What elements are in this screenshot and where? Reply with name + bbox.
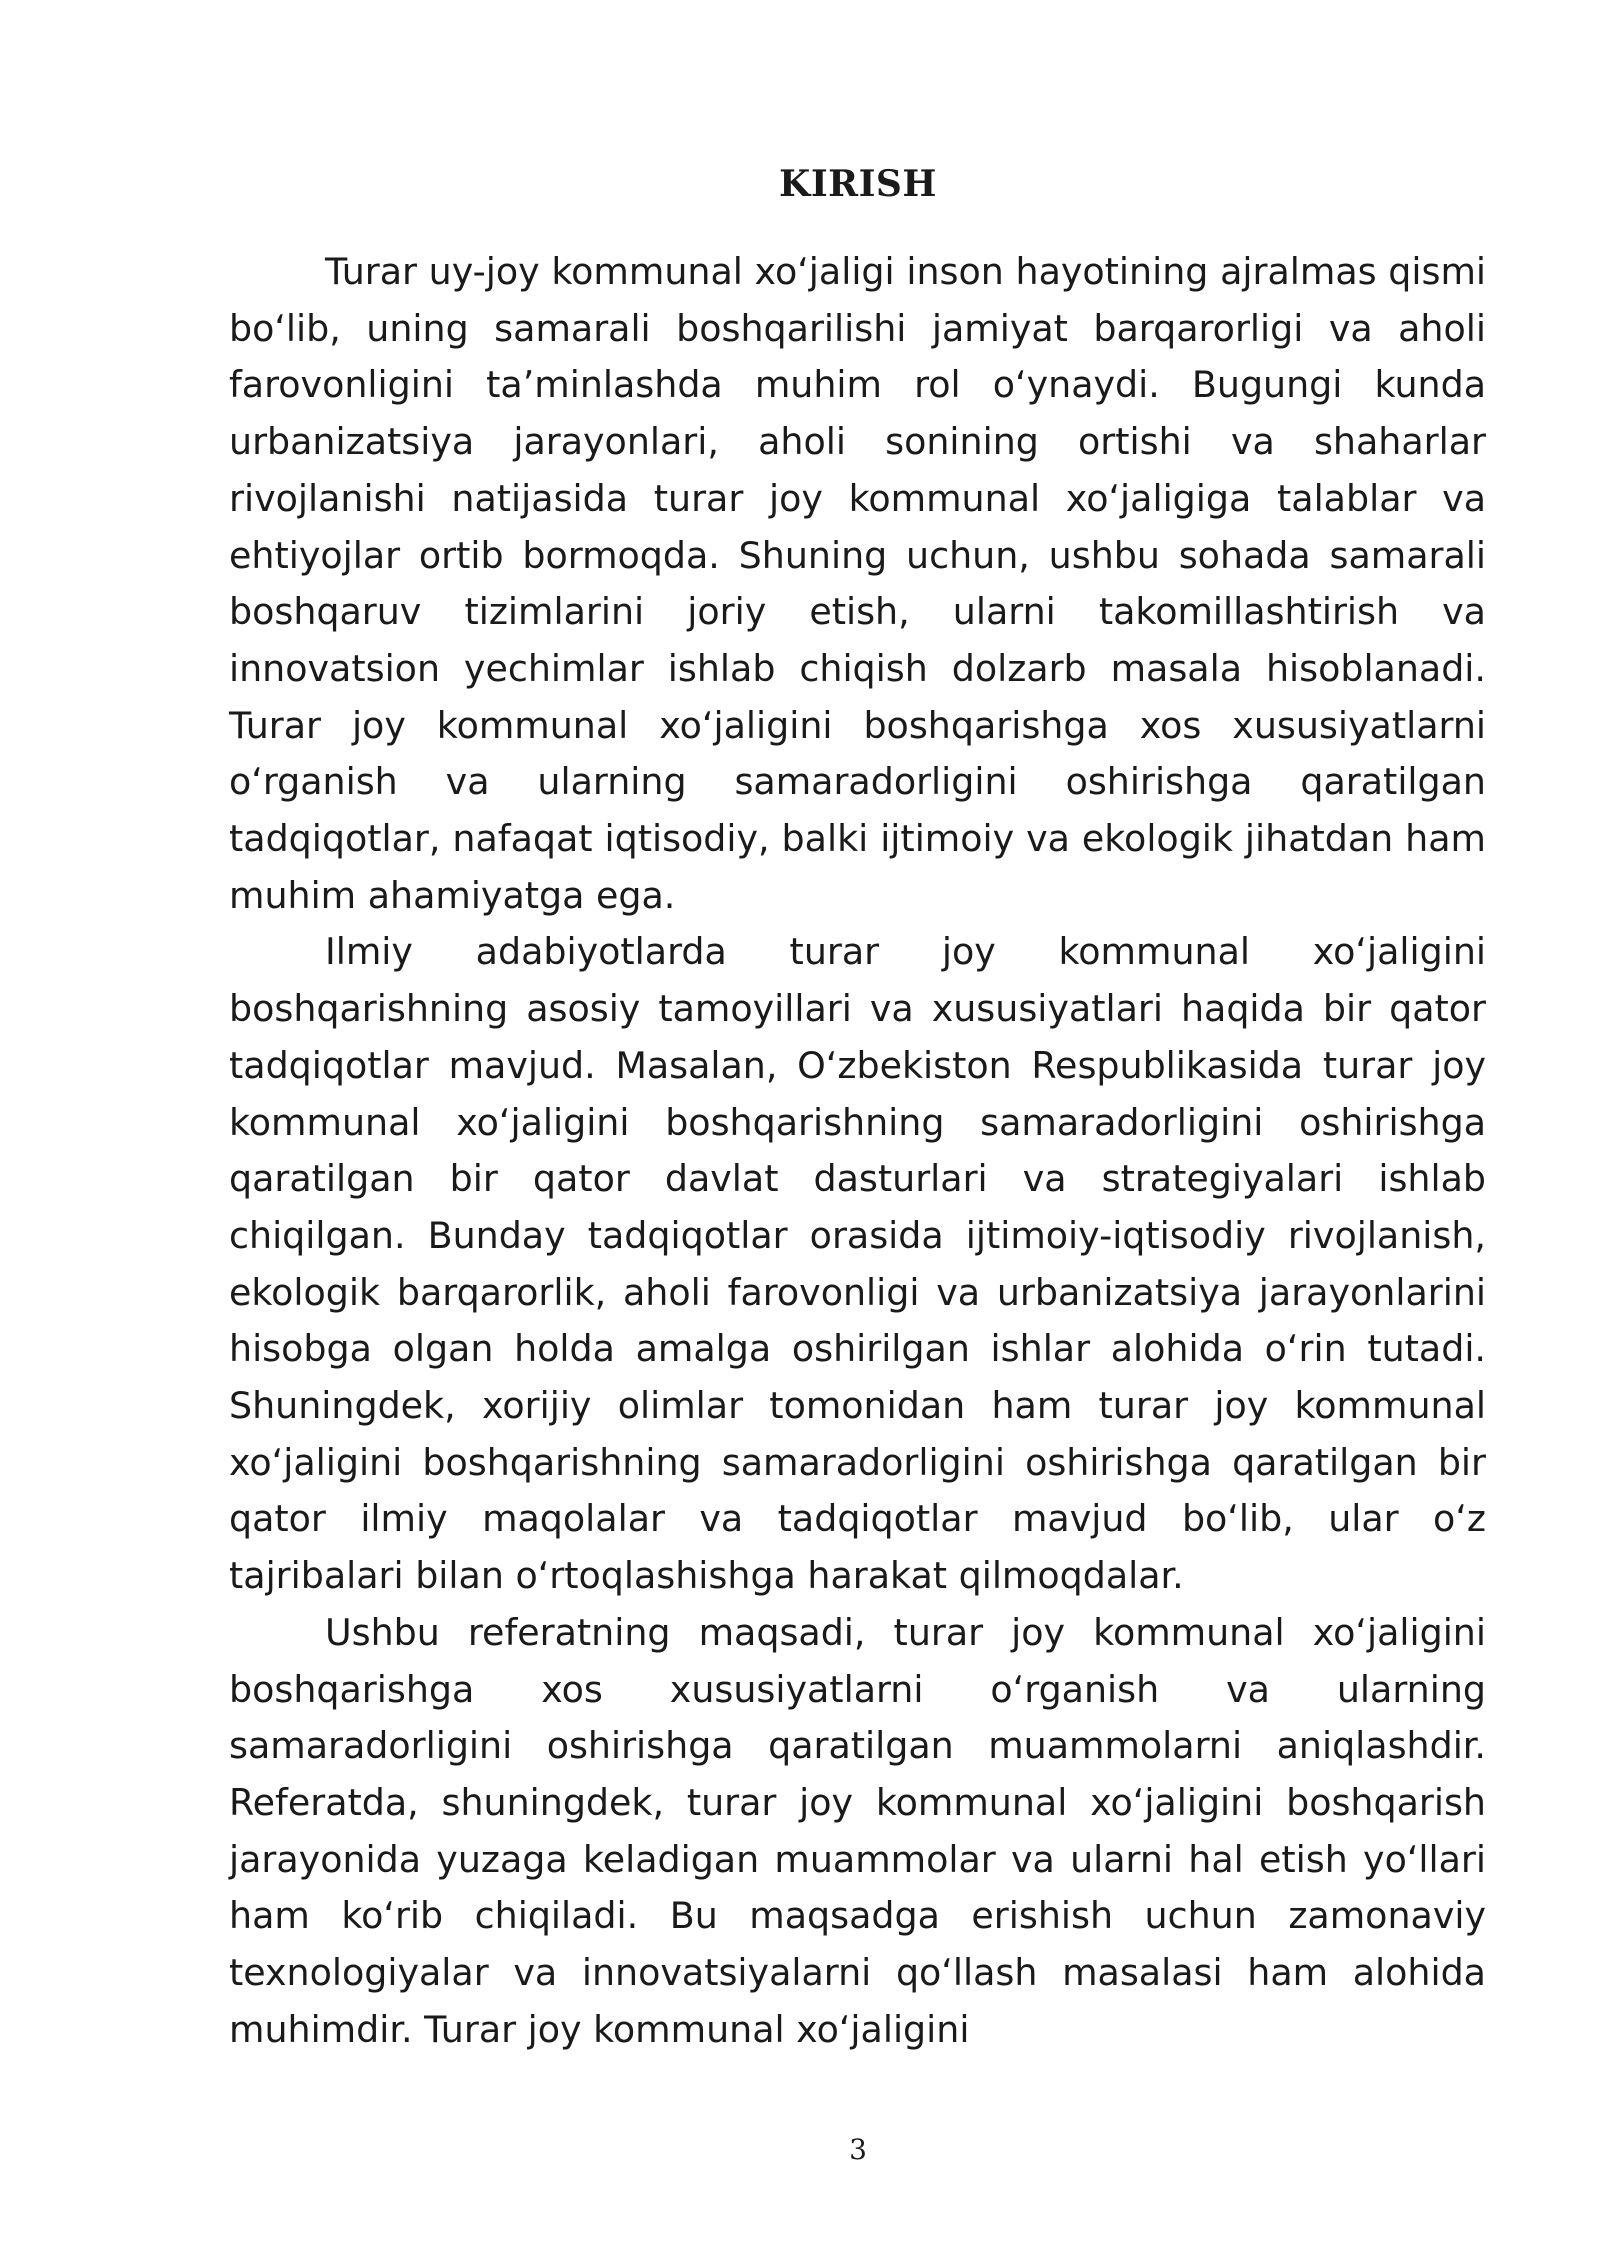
- paragraph-1: Turar uy-joy kommunal xoʻjaligi inson hayotining ajralmas qismi boʻlib, uning samarali boshqarilishi jamiyat barqarorligi va aholi farovonligini taʼminlashda muhim rol oʻynaydi. Bugungi kunda urbanizatsiya jarayonlari, aholi sonining ortishi va shaharlar rivojlanishi natijasida turar joy kommunal xoʻjaligiga talablar va ehtiyojlar ortib bormoqda. Shuning uchun, ushbu sohada samarali boshqaruv tizimlarini joriy etish, ularni takomillashtirish va innovatsion yechimlar ishlab chiqish dolzarb masala hisoblanadi. Turar joy kommunal xoʻjaligini boshqarishga xos xususiyatlarni oʻrganish va ularning samaradorligini oshirishga qaratilgan tadqiqotlar, nafaqat iqtisodiy, balki ijtimoiy va ekologik jihatdan ham muhim ahamiyatga ega.: [229, 250, 1486, 917]
- paragraph-2: Ilmiy adabiyotlarda turar joy kommunal xoʻjaligini boshqarishning asosiy tamoyillari va xususiyatlari haqida bir qator tadqiqotlar mavjud. Masalan, Oʻzbekiston Respublikasida turar joy kommunal xoʻjaligini boshqarishning samaradorligini oshirishga qaratilgan bir qator davlat dasturlari va strategiyalari ishlab chiqilgan. Bunday tadqiqotlar orasida ijtimoiy-iqtisodiy rivojlanish, ekologik barqarorlik, aholi farovonligi va urbanizatsiya jarayonlarini hisobga olgan holda amalga oshirilgan ishlar alohida oʻrin tutadi. Shuningdek, xorijiy olimlar tomonidan ham turar joy kommunal xoʻjaligini boshqarishning samaradorligini oshirishga qaratilgan bir qator ilmiy maqolalar va tadqiqotlar mavjud boʻlib, ular oʻz tajribalari bilan oʻrtoqlashishga harakat qilmoqdalar.: [229, 930, 1486, 1598]
- section-title: KIRISH: [779, 163, 937, 205]
- paragraph-3: Ushbu referatning maqsadi, turar joy kommunal xoʻjaligini boshqarishga xos xususiyatlarni oʻrganish va ularning samaradorligini oshirishga qaratilgan muammolarni aniqlashdir. Referatda, shuningdek, turar joy kommunal xoʻjaligini boshqarish jarayonida yuzaga keladigan muammolar va ularni hal etish yoʻllari ham koʻrib chiqiladi. Bu maqsadga erishish uchun zamonaviy texnologiyalar va innovatsiyalarni qoʻllash masalasi ham alohida muhimdir. Turar joy kommunal xoʻjaligini: [229, 1610, 1486, 2051]
- body-text: [229, 244, 1486, 2059]
- page-number: 3: [849, 2133, 867, 2166]
